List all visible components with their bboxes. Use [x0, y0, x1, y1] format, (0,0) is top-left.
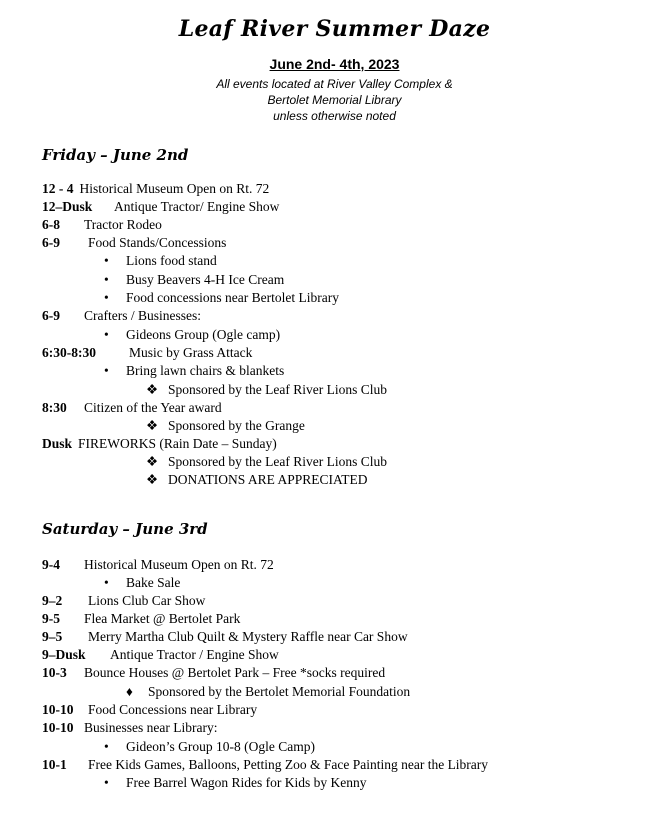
bullet-icon: • [104, 739, 109, 754]
event-text: Free Kids Games, Balloons, Petting Zoo & Face Painting near the Library [88, 757, 489, 772]
schedule-row [42, 435, 277, 453]
list-item: • Free Barrel Wagon Rides for Kids by Kenny [104, 775, 367, 790]
schedule-row [42, 664, 385, 682]
event-text: Food Concessions near Library [88, 702, 258, 717]
event-time: 8:30 [42, 400, 67, 415]
event-text: Lions Club Car Show [88, 593, 206, 608]
list-item: • Gideons Group (Ogle camp) [104, 327, 281, 342]
list-item: ❖ Sponsored by the Grange [146, 418, 305, 433]
event-time: 9–2 [42, 593, 63, 608]
event-text: Antique Tractor / Engine Show [110, 647, 279, 662]
schedule-row [42, 198, 279, 216]
event-text: Merry Martha Club Quilt & Mystery Raffle near Car Show [88, 629, 408, 644]
bullet-icon: • [104, 290, 109, 305]
schedule-row [42, 399, 222, 417]
list-item: • Busy Beavers 4-H Ice Cream [104, 272, 285, 287]
event-text: Food Stands/Concessions [88, 235, 227, 250]
event-time: 9-5 [42, 611, 60, 626]
diamond-bullet-icon: ❖ [146, 418, 159, 433]
schedule-row [42, 719, 217, 737]
event-time: 6-8 [42, 217, 60, 232]
event-text: Citizen of the Year award [84, 400, 222, 415]
event-time: 12 - 4 [42, 181, 74, 196]
schedule-row [42, 307, 201, 325]
event-time: 9–Dusk [42, 647, 86, 662]
event-time: 6-9 [42, 235, 60, 250]
diamond-bullet-icon: ❖ [146, 382, 159, 397]
location-note-line-3: unless otherwise noted [273, 109, 396, 123]
list-item: ❖ Sponsored by the Leaf River Lions Club [146, 454, 387, 469]
event-text: Bounce Houses @ Bertolet Park – Free *socks required [84, 665, 386, 680]
event-time: 6:30-8:30 [42, 345, 96, 360]
schedule-row [42, 628, 408, 646]
schedule-row [42, 646, 279, 664]
location-note-line-1: All events located at River Valley Complex & [216, 77, 453, 91]
list-item: • Gideon’s Group 10-8 (Ogle Camp) [104, 739, 315, 754]
bullet-icon: • [104, 253, 109, 268]
event-time: 9-4 [42, 557, 60, 572]
event-time: 10-10 [42, 720, 74, 735]
event-text: FIREWORKS (Rain Date – Sunday) [78, 436, 277, 451]
bullet-icon: • [104, 575, 109, 590]
diamond-bullet-icon: ❖ [146, 472, 159, 487]
list-item: • Bake Sale [104, 575, 181, 590]
bullet-icon: • [104, 363, 109, 378]
event-text: Crafters / Businesses: [84, 308, 201, 323]
diamond-bullet-icon: ❖ [146, 454, 159, 469]
schedule-row [42, 592, 205, 610]
bullet-icon: • [104, 327, 109, 342]
event-text: Historical Museum Open on Rt. 72 [79, 181, 270, 196]
event-dates: June 2nd- 4th, 2023 [269, 56, 400, 72]
schedule-row [42, 180, 269, 198]
list-item: ❖ Sponsored by the Leaf River Lions Club [146, 382, 387, 397]
friday-heading: Friday – June 2nd [42, 146, 189, 164]
bullet-icon: • [104, 272, 109, 287]
list-item: ♦ Sponsored by the Bertolet Memorial Foundation [126, 684, 411, 699]
schedule-row [42, 556, 274, 574]
schedule-row [42, 234, 226, 252]
diamond-icon: ♦ [126, 684, 133, 699]
event-text: Businesses near Library: [84, 720, 218, 735]
saturday-heading: Saturday – June 3rd [42, 520, 208, 538]
schedule-row [42, 216, 162, 234]
list-item: ❖ DONATIONS ARE APPRECIATED [146, 472, 368, 487]
list-item: • Food concessions near Bertolet Library [104, 290, 339, 305]
schedule-row [42, 756, 488, 774]
event-text: Antique Tractor/ Engine Show [114, 199, 280, 214]
location-note-line-2: Bertolet Memorial Library [267, 93, 402, 107]
event-time: 12–Dusk [42, 199, 93, 214]
event-time: 10-3 [42, 665, 67, 680]
event-time: 10-10 [42, 702, 74, 717]
event-text: Tractor Rodeo [84, 217, 162, 232]
list-item: • Lions food stand [104, 253, 217, 268]
list-item: • Bring lawn chairs & blankets [104, 363, 285, 378]
page-title: Leaf River Summer Daze [178, 16, 491, 42]
event-time: 9–5 [42, 629, 63, 644]
event-time: 10-1 [42, 757, 67, 772]
event-time: Dusk [42, 436, 73, 451]
event-time: 6-9 [42, 308, 60, 323]
event-text: Flea Market @ Bertolet Park [84, 611, 241, 626]
schedule-row [42, 701, 257, 719]
schedule-row [42, 344, 252, 362]
event-text: Music by Grass Attack [129, 345, 253, 360]
event-text: Historical Museum Open on Rt. 72 [84, 557, 274, 572]
schedule-row [42, 610, 240, 628]
bullet-icon: • [104, 775, 109, 790]
